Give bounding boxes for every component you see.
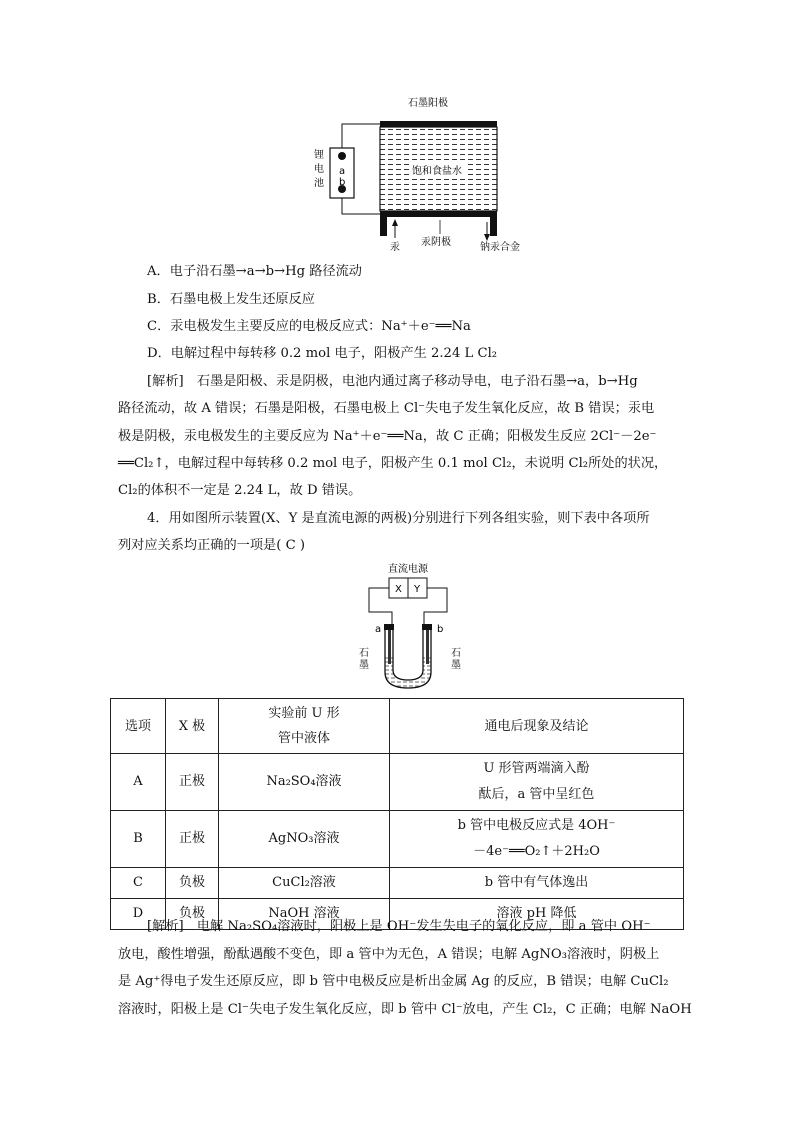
svg-text:墨: 墨: [359, 660, 369, 671]
graphite-electrode-left: [388, 630, 391, 664]
battery-label-1: 锂: [314, 150, 324, 161]
table-row: A 正极 Na₂SO₄溶液 U 形管两端滴入酚酞后，a 管中呈红色: [111, 754, 684, 811]
graphite-anode-label: 石墨阳极: [408, 98, 448, 109]
wire-cathode: [342, 198, 380, 214]
options-table: [110, 698, 684, 930]
table-header: X 极: [166, 699, 219, 754]
svg-text:a: a: [375, 624, 382, 635]
wire-anode: [342, 124, 380, 148]
q4-analysis-line-1: [解析] 电解 Na₂SO₄溶液时，阳极上是 OH⁻发生失电子的氧化反应，即 a 管中 OH⁻: [147, 919, 651, 934]
svg-text:Y: Y: [414, 584, 421, 595]
battery-label-2: 电: [314, 164, 324, 175]
table-header: 选项: [111, 699, 166, 754]
table-header-row: [111, 699, 684, 754]
table-row: D 负极 NaOH 溶液 溶液 pH 降低: [111, 899, 684, 930]
table-header: 实验前 U 形管中液体: [219, 699, 390, 754]
option-c: C．汞电极发生主要反应的电极反应式：Na⁺＋e⁻══Na: [147, 319, 471, 334]
q3-analysis-line-2: 路径流动，故 A 错误；石墨是阳极，石墨电极上 Cl⁻失电子发生氧化反应，故 B 错误；汞电: [118, 401, 655, 416]
q3-analysis-line-4: ══Cl₂↑，电解过程中每转移 0.2 mol 电子，阳极产生 0.1 mol Cl₂，未说明 Cl₂所处的状况，: [118, 456, 668, 471]
mercury-cathode-tray: [380, 211, 497, 236]
terminal-a: [338, 152, 346, 160]
q4-stem-line-2: 列对应关系均正确的一项是( C ): [118, 538, 306, 553]
option-a: A．电子沿石墨→a→b→Hg 路径流动: [147, 264, 362, 279]
q3-analysis-line-3: 极是阴极，汞电极发生的主要反应为 Na⁺＋e⁻══Na，故 C 正确；阳极发生反应 2Cl⁻－2e⁻: [118, 429, 657, 444]
svg-text:石: 石: [359, 648, 369, 659]
q4-stem-line-1: 4．用如图所示装置(X、Y 是直流电源的两极)分别进行下列各组实验，则下表中各项所: [147, 511, 650, 526]
brine-label: 饱和食盐水: [412, 166, 462, 177]
svg-text:墨: 墨: [451, 660, 461, 671]
q3-analysis-line-5: Cl₂的体积不一定是 2.24 L，故 D 错误。: [118, 483, 362, 498]
graphite-electrode-right: [426, 630, 429, 664]
table-row: B 正极 AgNO₃溶液 b 管中电极反应式是 4OH⁻－4e⁻══O₂↑＋2H₂O: [111, 811, 684, 868]
graphite-anode: [380, 121, 497, 127]
option-b: B．石墨电极上发生还原反应: [147, 292, 315, 307]
svg-text:X: X: [395, 584, 402, 595]
svg-text:a: a: [339, 166, 346, 177]
power-label: 直流电源: [388, 564, 428, 575]
svg-text:b: b: [437, 624, 444, 635]
svg-text:b: b: [339, 177, 346, 188]
q4-analysis-line-4: 溶液时，阳极上是 Cl⁻失电子发生氧化反应，即 b 管中 Cl⁻放电，产生 Cl₂，C 正确；电解 NaOH: [118, 1002, 692, 1017]
option-d: D．电解过程中每转移 0.2 mol 电子，阳极产生 2.24 L Cl₂: [147, 346, 498, 361]
mercury-label: 汞: [390, 242, 400, 253]
u-tube-figure: [355, 560, 475, 695]
q3-analysis-line-1: [解析] 石墨是阳极、汞是阴极，电池内通过离子移动导电，电子沿石墨→a，b→Hg: [147, 374, 638, 389]
mercury-cathode-label: 汞阴极: [421, 237, 451, 248]
amalgam-label: 钠汞合金: [480, 242, 520, 253]
electrolysis-cell-figure: [300, 92, 520, 257]
svg-text:石: 石: [451, 648, 461, 659]
q4-analysis-line-3: 是 Ag⁺得电子发生还原反应，即 b 管中电极反应是析出金属 Ag 的反应，B 错误；电解 CuCl₂: [118, 974, 669, 989]
table-header: 通电后现象及结论: [390, 699, 684, 754]
table-row: C 负极 CuCl₂溶液 b 管中有气体逸出: [111, 868, 684, 899]
battery-label-3: 池: [314, 178, 324, 189]
q4-analysis-line-2: 放电，酸性增强，酚酞遇酸不变色，即 a 管中为无色，A 错误；电解 AgNO₃溶液时，阴极上: [118, 947, 660, 962]
